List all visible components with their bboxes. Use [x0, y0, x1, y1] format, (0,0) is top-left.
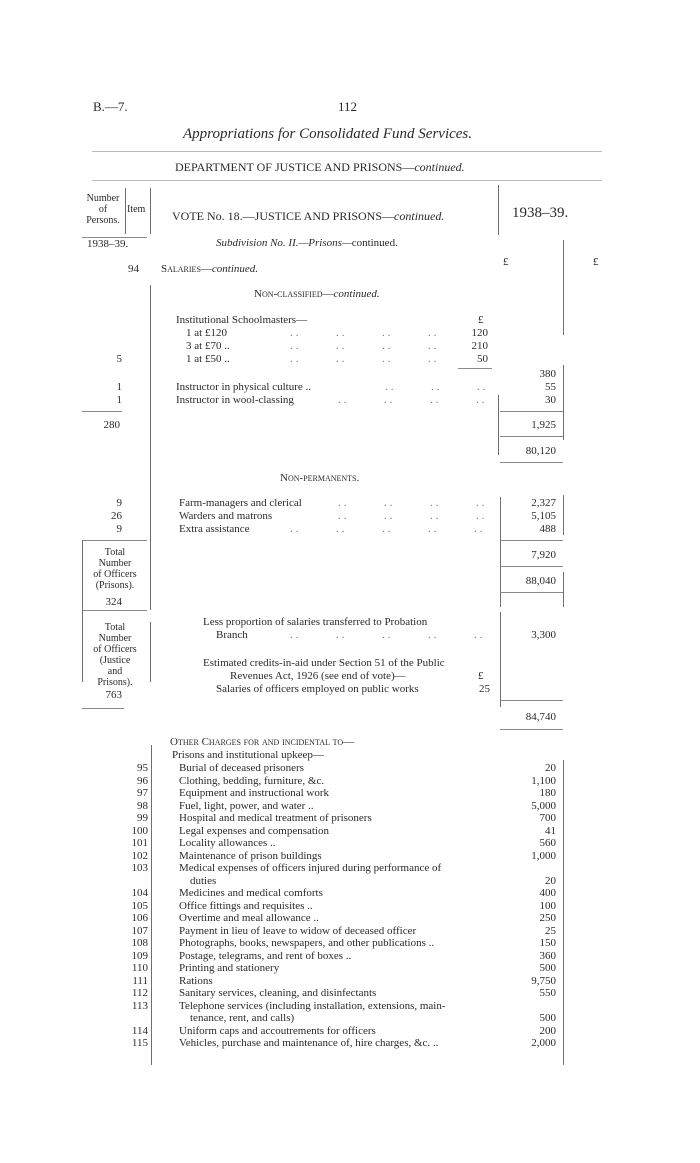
- charge-value: 41: [545, 824, 556, 837]
- charge-label-continued: tenance, rent, and calls): [190, 1012, 295, 1024]
- charge-value: 2,000: [531, 1037, 556, 1049]
- pound-column-2: £: [593, 256, 599, 268]
- nonperm-persons: 9: [116, 523, 122, 535]
- charge-value: 550: [539, 987, 556, 999]
- total-officers-prisons: 324: [105, 596, 122, 608]
- subdivision-title: Subdivision No. II.—Prisons—continued.: [216, 237, 398, 249]
- nonperm-persons: 26: [111, 510, 122, 522]
- nonperm-label: Farm-managers and clerical: [179, 497, 302, 509]
- total-officers-jp-label: Total Number of Officers (Justice and Prisons).: [93, 622, 137, 688]
- charge-value: 180: [539, 787, 556, 799]
- nonclassified-label: Non-classified—continued.: [254, 288, 380, 300]
- year-column-header: 1938–39.: [512, 205, 569, 221]
- charge-item-number: 106: [131, 912, 148, 924]
- charge-value: 25: [545, 924, 556, 937]
- department-continued: continued.: [414, 160, 465, 174]
- credits-amount: 25: [479, 683, 490, 695]
- charge-item-number: 95: [137, 762, 148, 774]
- instructor-value: 55: [545, 381, 556, 393]
- schoolmaster-row-value: 50: [477, 353, 488, 365]
- nonperm-value: 2,327: [531, 497, 556, 509]
- charge-label: Fuel, light, power, and water ..: [179, 799, 314, 812]
- page-number: 112: [338, 99, 358, 114]
- nonpermanents-label: Non-permanents.: [280, 472, 360, 484]
- charge-label-continued: duties: [190, 874, 217, 887]
- charge-label: Clothing, bedding, furniture, &c.: [179, 774, 325, 787]
- nonperm-label: Extra assistance: [179, 523, 250, 535]
- total-officers-prisons-label: Total Number of Officers (Prisons).: [93, 547, 137, 591]
- schoolmaster-row-value: 120: [471, 327, 488, 339]
- charge-item-number: 103: [131, 862, 148, 874]
- salaries-label: Salaries—continued.: [161, 263, 259, 275]
- schoolmaster-row-label: 1 at £120: [186, 327, 227, 339]
- charge-label: Hospital and medical treatment of prisoners: [179, 812, 372, 824]
- charge-label: Maintenance of prison buildings: [179, 849, 322, 862]
- less-proportion-value: 3,300: [531, 629, 556, 641]
- charge-label: Locality allowances ..: [179, 837, 276, 849]
- charge-value: 500: [539, 962, 556, 974]
- charge-label: Legal expenses and compensation: [179, 824, 329, 837]
- charge-label: Uniform caps and accoutrements for officers: [179, 1024, 376, 1037]
- nonperm-value: 488: [539, 523, 556, 535]
- credits-pound: £: [478, 670, 484, 682]
- charge-value: 20: [545, 874, 556, 887]
- charge-label: Printing and stationery: [179, 962, 280, 974]
- credits-line2: Revenues Act, 1926 (see end of vote)—: [230, 670, 406, 682]
- persons-year: 1938–39.: [87, 238, 129, 250]
- charge-item-number: 97: [137, 787, 148, 799]
- charge-label: Medicines and medical comforts: [179, 887, 323, 899]
- charge-item-number: 100: [131, 824, 148, 837]
- credits-line1: Estimated credits-in-aid under Section 51 of the Public: [203, 657, 445, 669]
- charge-value: 150: [539, 937, 556, 949]
- charge-item-number: 102: [131, 849, 148, 862]
- charge-item-number: 111: [132, 974, 148, 987]
- schoolmaster-row-label: 3 at £70 ..: [186, 340, 230, 352]
- charge-label: Photographs, books, newspapers, and other publications ..: [179, 937, 435, 949]
- charge-item-number: 114: [131, 1024, 148, 1037]
- schoolmaster-row-value: 210: [471, 340, 488, 352]
- pound-column-1: £: [503, 256, 509, 268]
- charge-label: Overtime and meal allowance ..: [179, 912, 319, 924]
- instructor-label: Instructor in physical culture ..: [176, 381, 312, 393]
- vote-title: VOTE No. 18.—JUSTICE AND PRISONS—continued.: [172, 209, 445, 223]
- charge-value: 700: [539, 812, 556, 824]
- item-column-divider: [125, 188, 126, 234]
- nonperm-persons: 9: [116, 497, 122, 509]
- charge-value: 500: [539, 1012, 556, 1024]
- charge-value: 360: [539, 949, 556, 962]
- instructor-persons: 1: [116, 394, 122, 406]
- charge-item-number: 96: [137, 774, 148, 787]
- credits-line3: Salaries of officers employed on public works: [216, 683, 419, 695]
- charge-value: 100: [539, 899, 556, 912]
- schoolmaster-persons: 5: [116, 353, 122, 365]
- charge-label: Medical expenses of officers injured during performance of: [179, 862, 442, 874]
- other-charges-subheading: Prisons and institutional upkeep—: [172, 749, 324, 761]
- less-proportion-line2: Branch: [216, 629, 248, 641]
- salaries-subtotal-1: 1,925: [531, 419, 556, 431]
- charge-label: Telephone services (including installation, extensions, main-: [179, 999, 446, 1012]
- charge-label: Rations: [179, 974, 213, 987]
- page-reference: B.—7.: [93, 99, 128, 114]
- schoolmasters-label: Institutional Schoolmasters—: [176, 314, 308, 326]
- charge-value: 200: [539, 1024, 556, 1037]
- department-title: [175, 160, 465, 175]
- nonperm-label: Warders and matrons: [179, 510, 273, 522]
- instructor-persons: 1: [116, 381, 122, 393]
- charge-value: 9,750: [531, 974, 556, 987]
- charge-item-number: 115: [131, 1037, 148, 1049]
- charge-item-number: 105: [131, 899, 148, 912]
- item-column-header: Item: [127, 204, 146, 215]
- schoolmasters-pound: £: [478, 314, 484, 326]
- charge-item-number: 110: [131, 962, 148, 974]
- page-heading: Appropriations for Consolidated Fund Services.: [183, 126, 473, 142]
- salaries-net-total: 84,740: [525, 711, 556, 723]
- schoolmasters-total: 380: [539, 368, 556, 380]
- charge-item-number: 107: [131, 924, 148, 937]
- persons-column-header: Number of Persons.: [86, 193, 120, 226]
- salaries-grand-total: 88,040: [525, 575, 556, 587]
- other-charges-heading: Other Charges for and incidental to—: [170, 736, 355, 748]
- instructor-value: 30: [545, 394, 556, 406]
- charge-value: 20: [545, 762, 556, 774]
- charge-item-number: 98: [137, 799, 148, 812]
- schoolmaster-row-label: 1 at £50 ..: [186, 353, 230, 365]
- charge-label: Office fittings and requisites ..: [179, 899, 313, 912]
- charge-value: 1,100: [531, 774, 556, 787]
- charge-item-number: 112: [131, 987, 148, 999]
- charge-item-number: 113: [131, 999, 148, 1012]
- less-proportion-line1: Less proportion of salaries transferred to Probation: [203, 616, 428, 628]
- charge-label: Sanitary services, cleaning, and disinfectants: [179, 987, 377, 999]
- salaries-subtotal-2: 80,120: [525, 445, 556, 457]
- total-officers-jp: 763: [105, 689, 122, 701]
- charge-value: 5,000: [531, 799, 556, 812]
- instructor-label: Instructor in wool-classing: [176, 394, 294, 406]
- charge-value: 400: [539, 887, 556, 899]
- charge-item-number: 101: [131, 837, 148, 849]
- charge-item-number: 108: [131, 937, 148, 949]
- charge-label: Equipment and instructional work: [179, 787, 329, 799]
- charge-value: 250: [539, 912, 556, 924]
- charge-label: Postage, telegrams, and rent of boxes ..: [179, 949, 352, 962]
- total-persons: 280: [103, 419, 120, 431]
- charge-value: 560: [539, 837, 556, 849]
- charge-item-number: 109: [131, 949, 148, 962]
- charge-label: Payment in lieu of leave to widow of deceased officer: [179, 924, 417, 937]
- nonperm-total: 7,920: [531, 549, 556, 561]
- charge-item-number: 104: [131, 887, 148, 899]
- charge-label: Burial of deceased prisoners: [179, 762, 304, 774]
- salaries-item-number: 94: [128, 263, 139, 275]
- nonperm-value: 5,105: [531, 510, 556, 522]
- charge-label: Vehicles, purchase and maintenance of, hire charges, &c. ..: [179, 1037, 439, 1049]
- charge-item-number: 99: [137, 812, 148, 824]
- department-name: DEPARTMENT OF JUSTICE AND PRISONS—: [175, 160, 415, 174]
- charge-value: 1,000: [531, 849, 556, 862]
